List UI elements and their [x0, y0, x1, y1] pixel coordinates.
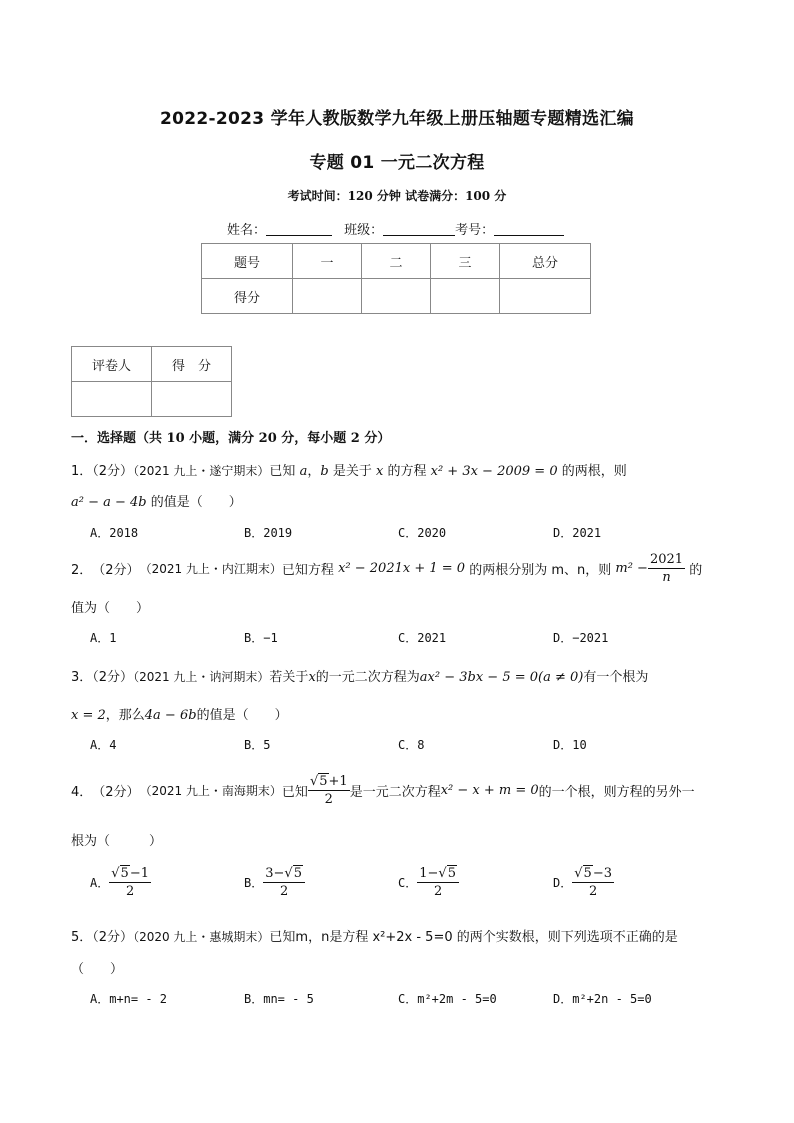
question-points: （2分） [92, 562, 140, 578]
question-1-option-c[interactable]: C．2020 [398, 526, 447, 540]
question-text: ，那么 [105, 708, 145, 723]
question-2-line-2: 值为（ ） [71, 601, 150, 616]
score-table-score-row [202, 279, 591, 314]
question-number: 3． [71, 670, 93, 685]
math-fraction [308, 774, 350, 807]
grader-input-row [72, 382, 232, 417]
fraction-denominator: 2 [324, 791, 333, 807]
id-label: 考号： [455, 223, 495, 238]
question-text: 是一元二次方程 [349, 784, 441, 800]
question-text: 有一个根为 [583, 670, 649, 685]
question-text: 已知方程 [281, 562, 334, 578]
question-number: 2． [71, 562, 93, 578]
question-points: （2分） [92, 670, 134, 685]
class-blank[interactable] [383, 222, 455, 236]
math-fraction: $\frac{√5-3}{2}$ [574, 866, 612, 899]
document-subtitle: 专题 01 一元二次方程 [309, 153, 485, 173]
question-points: （2分） [92, 464, 134, 479]
class-label: 班级： [344, 223, 384, 238]
question-1-option-b[interactable]: B．2019 [244, 526, 293, 540]
math-var: b [320, 464, 329, 479]
question-text: 已知 [269, 464, 296, 479]
question-3-option-d[interactable]: D．10 [553, 738, 587, 752]
score-row-label: 得分 [202, 279, 293, 314]
question-2-option-d[interactable]: D．−2021 [553, 631, 609, 645]
score-header-cell: 一 [293, 244, 362, 279]
math-expression: a² − a − 4b [71, 495, 147, 510]
question-text: 的值是（ ） [150, 495, 242, 510]
question-5-line-2: （ ） [71, 962, 124, 977]
math-equation: x² − 2021x + 1 = 0 [338, 560, 466, 576]
question-text: 若关于 [269, 670, 309, 685]
sqrt-sign: √5 [111, 866, 129, 881]
student-info-line [227, 219, 564, 238]
question-number: 4． [71, 784, 93, 800]
grader-cell[interactable] [152, 382, 232, 417]
score-table [201, 243, 591, 314]
question-2-option-b[interactable]: B．−1 [244, 631, 278, 645]
math-fraction: $\frac{√5-1}{2}$ [111, 866, 149, 899]
math-root: x = 2 [71, 708, 106, 723]
sqrt-sign: √5 [309, 773, 328, 789]
question-3-option-c[interactable]: C．8 [398, 738, 425, 752]
question-5-option-b[interactable]: B．mn= - 5 [244, 992, 314, 1006]
question-5-option-c[interactable]: C．m²+2m - 5=0 [398, 992, 497, 1006]
question-3-option-b[interactable]: B．5 [244, 738, 271, 752]
grader-label: 评卷人 [72, 347, 152, 382]
question-5-line-1 [71, 926, 678, 945]
question-5-option-d[interactable]: D．m²+2n - 5=0 [553, 992, 652, 1006]
question-number: 1． [71, 464, 93, 479]
score-header-cell: 二 [362, 244, 431, 279]
question-text: 的一元二次方程为 [315, 670, 420, 685]
score-header-cell: 三 [431, 244, 500, 279]
question-1-line-1 [71, 460, 627, 479]
math-expression: 4a − 6b [144, 708, 197, 723]
question-4-option-c[interactable]: C． $\frac{1-√5}{2}$ [398, 866, 459, 899]
math-equation: x² + 3x − 2009 = 0 [430, 464, 558, 479]
section-title: 一．选择题（共 10 小题，满分 20 分，每小题 2 分） [71, 431, 391, 446]
question-4-option-b[interactable]: B． $\frac{3-√5}{2}$ [244, 866, 305, 899]
sqrt-sign: √5 [438, 866, 456, 881]
fraction-numerator: 2021 [649, 551, 684, 567]
question-4-line-1 [71, 770, 695, 810]
name-blank[interactable] [266, 222, 332, 236]
question-text: 是关于 [332, 464, 372, 479]
question-points: （2分） [92, 784, 140, 800]
question-3-line-2 [71, 704, 288, 723]
question-text: 的一个根，则方程的另外一 [538, 784, 695, 800]
question-4-line-2: 根为（ ） [71, 834, 163, 849]
math-fraction: $\frac{1-√5}{2}$ [417, 866, 459, 899]
question-2-option-c[interactable]: C．2021 [398, 631, 447, 645]
question-1-option-d[interactable]: D．2021 [553, 526, 602, 540]
sqrt-sign: √5 [284, 866, 302, 881]
math-var: x [308, 670, 316, 685]
question-text: 的 [689, 562, 703, 578]
question-text: 已知 [281, 784, 308, 800]
question-source: （2021 九上・内江期末） [139, 561, 282, 576]
score-header-cell: 题号 [202, 244, 293, 279]
question-3-option-a[interactable]: A．4 [90, 738, 117, 752]
score-header-cell: 总分 [500, 244, 591, 279]
grader-score-label: 得 分 [152, 347, 232, 382]
grader-table [71, 346, 232, 417]
question-4-option-d[interactable]: D． $\frac{√5-3}{2}$ [553, 866, 612, 899]
grader-cell[interactable] [72, 382, 152, 417]
question-number: 5． [71, 930, 93, 945]
question-text: 的值是（ ） [196, 708, 288, 723]
question-text: ， [307, 464, 321, 479]
exam-info: 考试时间：120 分钟 试卷满分：100 分 [287, 189, 507, 203]
question-source: （2021 九上・遂宁期末） [133, 464, 270, 478]
grader-header-row [72, 347, 232, 382]
question-text: 已知m，n是方程 x²+2x - 5=0 的两个实数根，则下列选项不正确的是 [269, 930, 678, 945]
fraction-numerator: √5+1 [309, 773, 348, 789]
math-var: a [299, 464, 308, 479]
question-3-line-1 [71, 666, 648, 685]
question-1-line-2 [71, 491, 242, 510]
question-source: （2021 九上・讷河期末） [133, 670, 270, 684]
question-5-option-a[interactable]: A．m+n= - 2 [90, 992, 168, 1006]
score-table-header-row [202, 244, 591, 279]
question-2-line-1 [71, 551, 702, 585]
document-title: 2022-2023 学年人教版数学九年级上册压轴题专题精选汇编 [160, 109, 634, 129]
score-cell[interactable] [500, 279, 591, 314]
math-expression: m² − [615, 560, 648, 576]
score-cell[interactable] [293, 279, 362, 314]
sqrt-sign: √5 [574, 866, 592, 881]
name-label: 姓名： [227, 223, 267, 238]
math-equation: ax² − 3bx − 5 = 0 [419, 670, 539, 685]
fraction-denominator: n [662, 569, 671, 585]
question-source: （2020 九上・惠城期末） [133, 930, 270, 944]
math-var: x [375, 464, 384, 479]
question-points: （2分） [92, 930, 134, 945]
math-equation: x² − x + m = 0 [440, 782, 539, 798]
question-text: 的方程 [387, 464, 427, 479]
id-blank[interactable] [494, 222, 564, 236]
question-source: （2021 九上・南海期末） [139, 783, 282, 798]
score-cell[interactable] [362, 279, 431, 314]
question-text: 的两根分别为 m、n，则 [469, 562, 612, 578]
question-4-option-a[interactable]: A． $\frac{√5-1}{2}$ [90, 866, 149, 899]
math-fraction [648, 552, 685, 585]
math-fraction: $\frac{3-√5}{2}$ [263, 866, 305, 899]
question-2-option-a[interactable]: A．1 [90, 631, 117, 645]
score-cell[interactable] [431, 279, 500, 314]
math-condition: (a ≠ 0) [538, 670, 584, 685]
question-text: 的两根，则 [561, 464, 627, 479]
question-1-option-a[interactable]: A．2018 [90, 526, 139, 540]
